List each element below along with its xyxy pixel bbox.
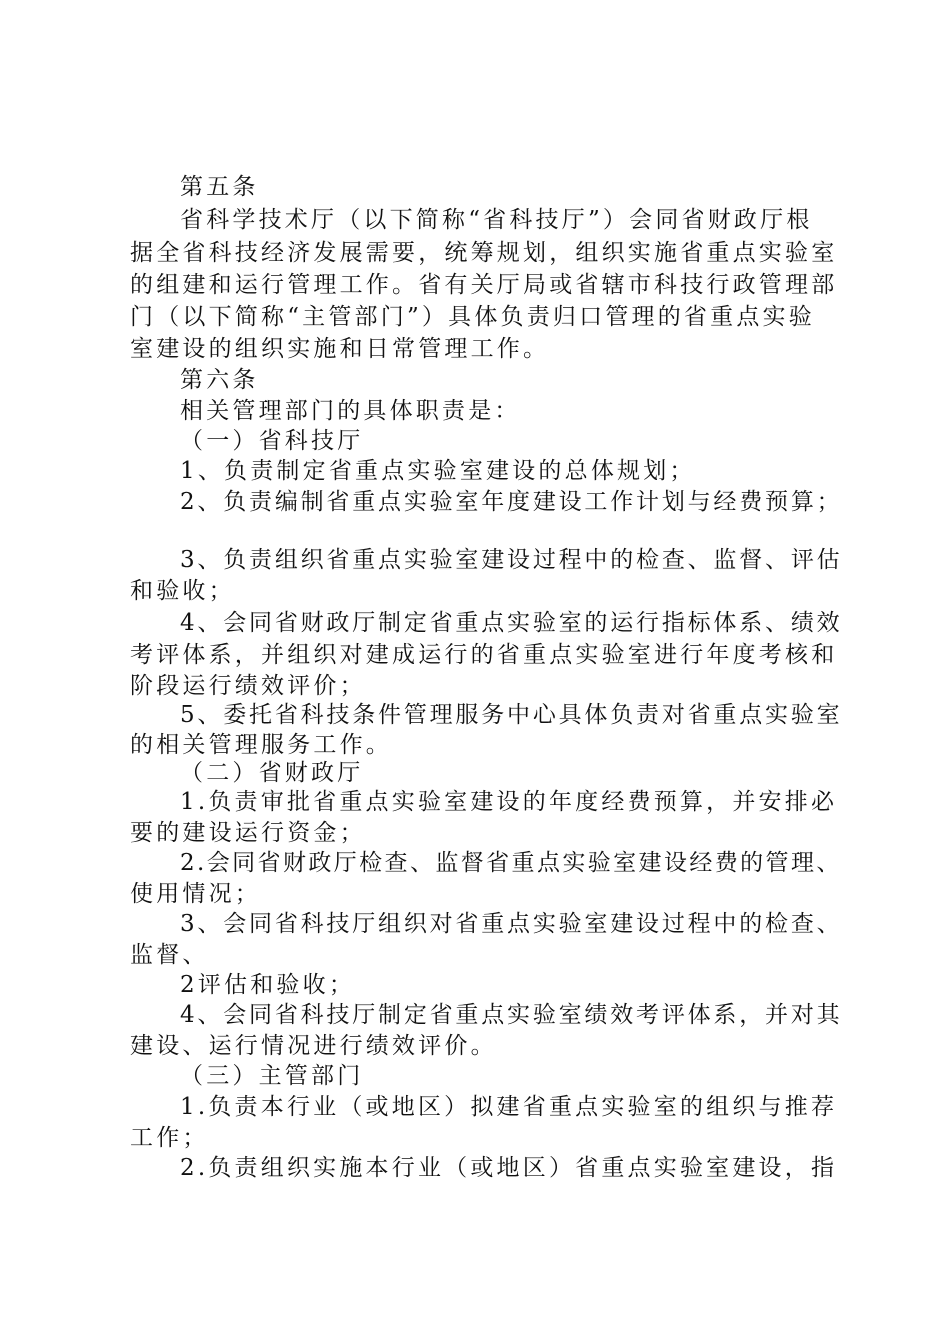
paragraph-line: 省科学技术厅（以下简称“省科技厅”）会同省财政厅根 [180,207,813,233]
list-item-continuation: 监督、 [130,942,209,968]
list-item-continuation: 和验收； [130,578,235,604]
list-item-continuation: 工作； [130,1125,209,1151]
list-item: 4、会同省科技厅制定省重点实验室绩效考评体系，并对其 [180,1002,843,1028]
list-item: 2.会同省财政厅检查、监督省重点实验室建设经费的管理、 [180,850,842,876]
list-item: 2、负责编制省重点实验室年度建设工作计划与经费预算； [180,489,843,515]
paragraph-line: 门（以下简称“主管部门”）具体负责归口管理的省重点实验 [130,304,815,330]
article-6-heading: 第六条 [180,367,259,393]
paragraph-line: 室建设的组织实施和日常管理工作。 [130,336,550,362]
section-heading: （三）主管部门 [180,1063,364,1089]
list-item-continuation: 建设、运行情况进行绩效评价。 [130,1033,497,1059]
list-item-continuation: 的相关管理服务工作。 [130,732,392,758]
list-item-continuation: 要的建设运行资金； [130,820,366,846]
list-item-continuation: 使用情况； [130,881,261,907]
paragraph-line: 相关管理部门的具体职责是： [180,398,521,424]
list-item: 4、会同省财政厅制定省重点实验室的运行指标体系、绩效 [180,610,843,636]
list-item: 5、委托省科技条件管理服务中心具体负责对省重点实验室 [180,702,843,728]
list-item-continuation: 考评体系，并组织对建成运行的省重点实验室进行年度考核和 [130,642,838,668]
list-item: 1、负责制定省重点实验室建设的总体规划； [180,458,696,484]
paragraph-line: 据全省科技经济发展需要，统筹规划，组织实施省重点实验室 [130,240,838,266]
section-heading: （二）省财政厅 [180,760,364,786]
list-item-continuation: 阶段运行绩效评价； [130,673,366,699]
section-heading: （一）省科技厅 [180,428,364,454]
paragraph-line: 的组建和运行管理工作。省有关厅局或省辖市科技行政管理部 [130,272,838,298]
list-item: 2.负责组织实施本行业（或地区）省重点实验室建设，指 [180,1155,838,1181]
list-item: 1.负责本行业（或地区）拟建省重点实验室的组织与推荐 [180,1094,838,1120]
list-item: 3、会同省科技厅组织对省重点实验室建设过程中的检查、 [180,911,843,937]
list-item-continuation: 2评估和验收； [180,972,356,998]
list-item: 1.负责审批省重点实验室建设的年度经费预算，并安排必 [180,789,838,815]
article-5-heading: 第五条 [180,174,259,200]
list-item: 3、负责组织省重点实验室建设过程中的检查、监督、评估 [180,547,843,573]
